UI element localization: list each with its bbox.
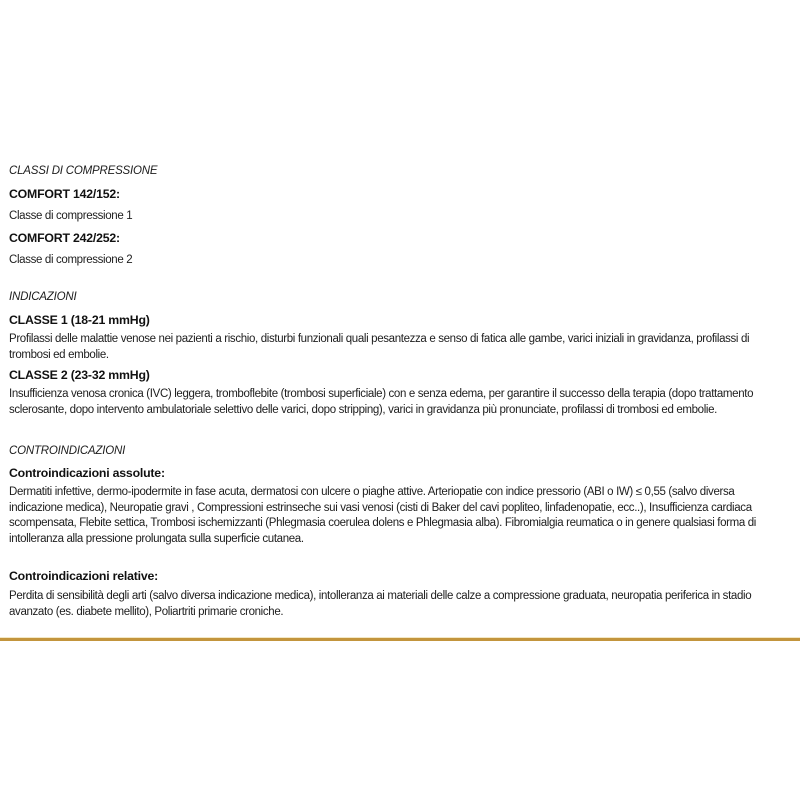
contraindication-paragraph: Dermatiti infettive, dermo-ipodermite in fase acuta, dermatosi con ulcere o piaghe attive. Arteriopatie con indice pressorio (ABI o IW) ≤ 0,55 (salvo diversa indicazione medica), Neuropatie gravi , Compressioni estrinseche sui vasi venosi (cisti di Baker del cavi popliteo, linfadenopatie, ecc..), Insufficienza cardiaca scompensata, Flebite settica, Trombosi ischemizzanti (Phlegmasia coerulea dolens e Phlegmasia alba). Fibromialgia reumatica o in genere qualsiasi forma di intolleranza alla pressione prolungata sulla superficie cutanea.	[9, 486, 757, 545]
product-model-description: Classe di compressione 1	[9, 210, 133, 222]
section-header-indications: INDICAZIONI	[9, 291, 77, 303]
indication-class-paragraph: Profilassi delle malattie venose nei pazienti a rischio, disturbi funzionali quali pesantezza e senso di fatica alle gambe, varici iniziali in gravidanza, profilassi di trombosi ed embolie.	[9, 333, 750, 361]
product-model-description: Classe di compressione 2	[9, 254, 133, 266]
product-model-title: COMFORT 242/252:	[9, 231, 120, 245]
indication-class-title: CLASSE 1 (18-21 mmHg)	[9, 313, 150, 327]
divider-line	[0, 637, 800, 641]
section-header-contraindications: CONTROINDICAZIONI	[9, 445, 126, 457]
section-header-compression-classes: CLASSI DI COMPRESSIONE	[9, 165, 158, 177]
indication-class-title: CLASSE 2 (23-32 mmHg)	[9, 368, 150, 382]
contraindication-type-title: Controindicazioni relative:	[9, 569, 159, 583]
indication-class-paragraph: Insufficienza venosa cronica (IVC) leggera, tromboflebite (trombosi superficiale) con e senza edema, per garantire il successo della terapia (dopo trattamento sclerosante, dopo intervento ambulatoriale selettivo delle varici, dopo stripping), varici in gravidanza più pronunciate, profilassi di trombosi ed embolie.	[9, 388, 754, 416]
contraindication-paragraph: Perdita di sensibilità degli arti (salvo diversa indicazione medica), intolleranza ai materiali delle calze a compressione graduata, neuropatia periferica in stadio avanzato (es. diabete mellito), Poliartriti primarie croniche.	[9, 590, 752, 618]
product-model-title: COMFORT 142/152:	[9, 187, 120, 201]
contraindication-type-title: Controindicazioni assolute:	[9, 466, 165, 480]
